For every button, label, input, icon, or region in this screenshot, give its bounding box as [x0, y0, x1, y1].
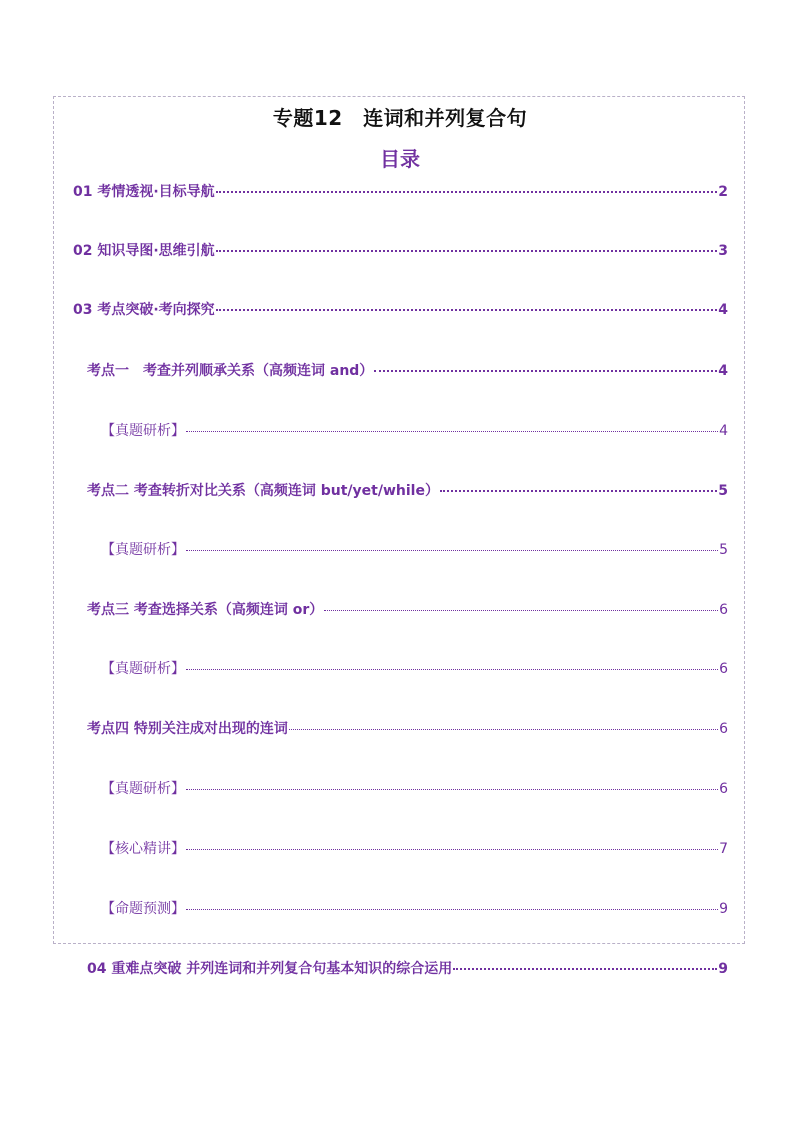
toc-page-number: 4: [719, 423, 728, 439]
toc-entry-hexin-jingjiang[interactable]: [101, 838, 728, 860]
toc-entry-label: 【真题研析】: [101, 542, 185, 558]
toc-entry-label: 【真题研析】: [101, 661, 185, 677]
toc-leader-dots: [186, 848, 718, 850]
toc-entry-label: 考点一 考查并列顺承关系（高频连词 and）: [87, 363, 374, 379]
toc-leader-dots: [324, 609, 718, 611]
toc-entry-label: 02 知识导图·思维引航: [73, 243, 215, 259]
toc-leader-dots: [186, 788, 718, 790]
toc-entry-label: 考点三 考查选择关系（高频连词 or）: [87, 602, 324, 618]
toc-leader-dots: [216, 249, 718, 252]
toc-leader-dots: [440, 489, 717, 492]
toc-entry-label: 【真题研析】: [101, 423, 185, 439]
toc-entry-section-03[interactable]: [73, 299, 728, 321]
toc-leader-dots: [186, 668, 718, 670]
toc-page-number: 9: [719, 901, 728, 917]
toc-entry-section-02[interactable]: [73, 240, 728, 262]
toc-leader-dots: [216, 190, 718, 193]
toc-page-number: 6: [719, 602, 728, 618]
toc-leader-dots: [216, 308, 718, 311]
toc-page-number: 9: [718, 961, 728, 977]
toc-entry-label: 【命题预测】: [101, 901, 185, 917]
toc-entry-label: 【真题研析】: [101, 781, 185, 797]
toc-entry-section-04[interactable]: [87, 958, 728, 980]
toc-entry-label: 考点四 特别关注成对出现的连词: [87, 721, 288, 737]
toc-entry-label: 【核心精讲】: [101, 841, 185, 857]
toc-page-number: 6: [719, 781, 728, 797]
toc-entry-kaodian-2[interactable]: [87, 480, 728, 502]
toc-entry-zhenti-2[interactable]: [101, 539, 728, 561]
toc-page-number: 5: [719, 542, 728, 558]
toc-entry-label: 01 考情透视·目标导航: [73, 184, 215, 200]
toc-entry-mingti-yuce[interactable]: [101, 898, 728, 920]
toc-entry-label: 03 考点突破·考向探究: [73, 302, 215, 318]
toc-entry-zhenti-4[interactable]: [101, 778, 728, 800]
toc-page-number: 5: [718, 483, 728, 499]
document-title: 专题12 连词和并列复合句: [272, 106, 528, 130]
toc-entry-zhenti-3[interactable]: [101, 658, 728, 680]
toc-leader-dots: [186, 549, 718, 551]
toc-page-number: 7: [719, 841, 728, 857]
toc-heading: 目录: [380, 147, 420, 171]
toc-page-number: 4: [718, 302, 728, 318]
toc-frame: [53, 96, 745, 944]
toc-leader-dots: [453, 967, 717, 970]
toc-page-number: 4: [718, 363, 728, 379]
toc-entry-label: 考点二 考查转折对比关系（高频连词 but/yet/while）: [87, 483, 439, 499]
toc-entry-kaodian-3[interactable]: [87, 599, 728, 621]
toc-leader-dots: [289, 728, 718, 730]
toc-entry-kaodian-4[interactable]: [87, 718, 728, 740]
toc-entry-label: 04 重难点突破 并列连词和并列复合句基本知识的综合运用: [87, 961, 453, 977]
toc-page-number: 2: [718, 184, 728, 200]
toc-page-number: 3: [718, 243, 728, 259]
toc-page-number: 6: [719, 721, 728, 737]
toc-entry-zhenti-1[interactable]: [101, 420, 728, 442]
toc-leader-dots: [374, 369, 717, 372]
toc-entry-kaodian-1[interactable]: [87, 360, 728, 382]
toc-leader-dots: [186, 430, 718, 432]
toc-page-number: 6: [719, 661, 728, 677]
toc-entry-section-01[interactable]: [73, 181, 728, 203]
toc-leader-dots: [186, 908, 718, 910]
